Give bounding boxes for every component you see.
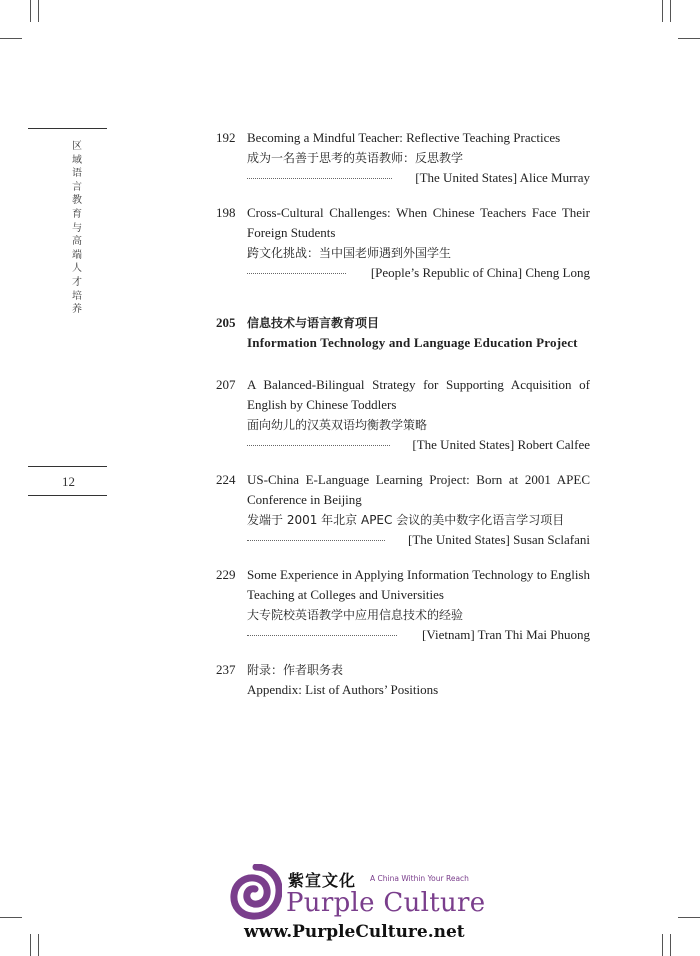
- toc-page-number: 192: [216, 130, 236, 145]
- toc-page-number: 229: [216, 567, 236, 582]
- toc-title-zh: 成为一名善于思考的英语教师：反思教学: [247, 151, 464, 165]
- toc-entry[interactable]: [216, 375, 590, 455]
- toc-page-number: 205: [216, 315, 236, 330]
- toc-author: [Vietnam] Tran Thi Mai Phuong: [422, 627, 590, 642]
- toc-page-number: 207: [216, 377, 236, 392]
- toc-author: [The United States] Alice Murray: [415, 170, 590, 185]
- toc-page-number: 224: [216, 472, 236, 487]
- toc-page-number: 198: [216, 205, 236, 220]
- crop-mark: [30, 934, 31, 956]
- crop-mark: [678, 917, 700, 918]
- toc-title-en: Becoming a Mindful Teacher: Reflective Teaching Practices: [247, 130, 561, 145]
- toc-title-zh: 跨文化挑战：当中国老师遇到外国学生: [247, 246, 452, 260]
- toc-entry[interactable]: [216, 203, 590, 283]
- side-rule-top: [28, 128, 107, 129]
- toc-entry[interactable]: [216, 128, 590, 188]
- toc-section-title-en: Information Technology and Language Education Project: [247, 335, 578, 350]
- toc-title-en: Appendix: List of Authors’ Positions: [247, 682, 439, 697]
- crop-mark: [38, 0, 39, 22]
- toc-author-line: [247, 435, 590, 455]
- crop-mark: [662, 934, 663, 956]
- toc-entry[interactable]: [216, 565, 590, 645]
- toc-entry[interactable]: [216, 660, 590, 700]
- brand-chinese: 紫宣文化: [288, 871, 357, 890]
- toc-author: [The United States] Susan Sclafani: [408, 532, 590, 547]
- toc-page-number: 237: [216, 662, 236, 677]
- table-of-contents: [216, 128, 590, 700]
- toc-title-en: US-China E-Language Learning Project: Born at 2001 APEC Conference in Beijing: [247, 472, 590, 507]
- toc-section-heading[interactable]: [216, 313, 590, 353]
- toc-title-zh: 附录：作者职务表: [247, 663, 344, 677]
- toc-author-line: [247, 530, 590, 550]
- toc-author-line: [247, 263, 590, 283]
- side-rule-middle: [28, 466, 107, 467]
- dot-leader: [247, 540, 385, 541]
- crop-mark: [30, 0, 31, 22]
- dot-leader: [247, 178, 392, 179]
- dot-leader: [247, 445, 390, 446]
- spiral-logo-icon: [230, 864, 282, 920]
- toc-author: [People’s Republic of China] Cheng Long: [370, 265, 590, 280]
- crop-mark: [662, 0, 663, 22]
- toc-author-line: [247, 625, 590, 645]
- toc-entry[interactable]: [216, 470, 590, 550]
- crop-mark: [38, 934, 39, 956]
- toc-title-en: Cross-Cultural Challenges: When Chinese Teachers Face Their Foreign Students: [247, 205, 590, 240]
- dot-leader: [247, 273, 346, 274]
- running-title: 区域语言教育与高端人才培养: [72, 141, 82, 316]
- side-rule-bottom: [28, 495, 107, 496]
- toc-title-zh: 发端于 2001 年北京 APEC 会议的美中数字化语言学习项目: [247, 513, 565, 527]
- toc-title-en: Some Experience in Applying Information Technology to English Teaching at Colleges and Universities: [247, 567, 590, 602]
- page-number: 12: [62, 474, 75, 489]
- crop-mark: [678, 38, 700, 39]
- toc-section-title-zh: 信息技术与语言教育项目: [247, 316, 380, 330]
- crop-mark: [670, 934, 671, 956]
- crop-mark: [0, 38, 22, 39]
- dot-leader: [247, 635, 397, 636]
- brand-tagline: A China Within Your Reach: [370, 874, 469, 883]
- brand-name: Purple Culture: [286, 888, 486, 918]
- toc-title-zh: 面向幼儿的汉英双语均衡教学策略: [247, 418, 428, 432]
- toc-title-en: A Balanced-Bilingual Strategy for Supporting Acquisition of English by Chinese Toddlers: [247, 377, 590, 412]
- crop-mark: [0, 917, 22, 918]
- toc-title-zh: 大专院校英语教学中应用信息技术的经验: [247, 608, 464, 622]
- brand-url: www.PurpleCulture.net: [244, 922, 465, 942]
- toc-author: [The United States] Robert Calfee: [412, 437, 590, 452]
- crop-mark: [670, 0, 671, 22]
- purple-culture-watermark: [230, 862, 486, 948]
- toc-author-line: [247, 168, 590, 188]
